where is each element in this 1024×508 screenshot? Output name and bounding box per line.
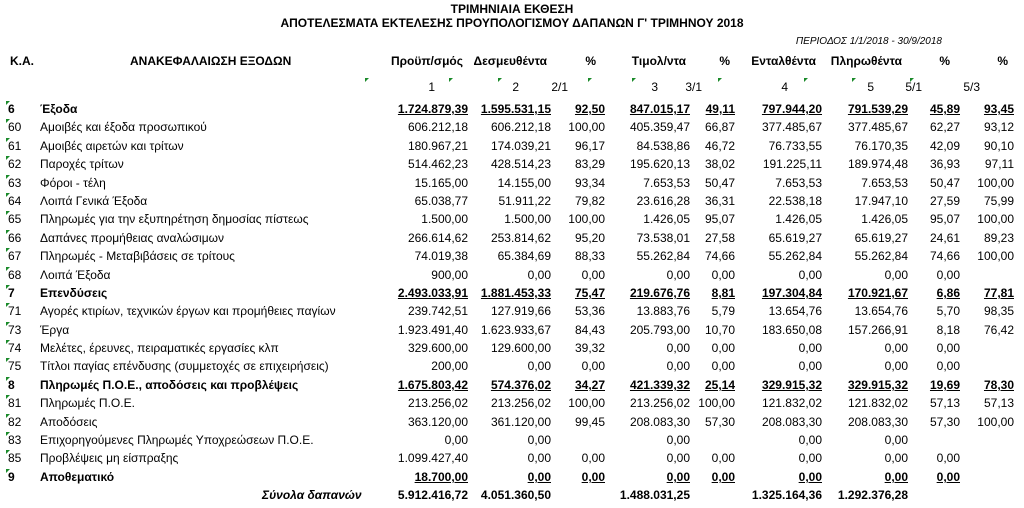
row-value: 8,18 <box>936 322 960 337</box>
period-label: ΠΕΡΙΟΔΟΣ 1/1/2018 - 30/9/2018 <box>795 36 942 47</box>
summary-table <box>0 100 1024 486</box>
row-value: 0,00 <box>798 359 822 374</box>
row-value: 100,00 <box>698 396 735 411</box>
row-value: 23.616,28 <box>636 193 690 208</box>
row-value: 42,09 <box>929 138 960 153</box>
row-value: 5,70 <box>936 304 960 319</box>
column-number: 2 <box>512 80 519 94</box>
row-value: 15.165,00 <box>414 175 468 190</box>
table-row <box>0 100 1024 118</box>
row-value: 93,12 <box>983 120 1014 135</box>
column-number: 3/1 <box>685 80 702 94</box>
row-value: 53,36 <box>574 304 605 319</box>
row-value: 39,32 <box>574 341 605 356</box>
row-value: 50,47 <box>929 175 960 190</box>
row-value: 0,00 <box>936 267 960 282</box>
row-value: 74,66 <box>929 249 960 264</box>
row-value: 57,30 <box>929 414 960 429</box>
row-value: 34,27 <box>574 377 605 392</box>
row-value: 0,00 <box>527 469 551 484</box>
row-value: 0,00 <box>666 451 690 466</box>
row-value: 10,70 <box>704 322 735 337</box>
cell-marker-icon <box>852 78 856 82</box>
row-value: 89,23 <box>983 230 1014 245</box>
row-value: 38,02 <box>704 157 735 172</box>
row-value: 377.485,67 <box>761 120 822 135</box>
row-value: 174.039,21 <box>490 138 551 153</box>
table-row <box>0 431 1024 449</box>
row-value: 77,81 <box>983 285 1014 300</box>
row-value: 0,00 <box>884 267 908 282</box>
row-value: 19,69 <box>929 377 960 392</box>
row-value: 405.359,47 <box>629 120 690 135</box>
row-value: 76.733,55 <box>768 138 822 153</box>
row-value: 361.120,00 <box>490 414 551 429</box>
table-row <box>0 321 1024 339</box>
column-header: Ενταλθέντα <box>751 54 816 68</box>
row-value: 100,00 <box>568 212 605 227</box>
cell-marker-icon <box>632 78 636 82</box>
row-value: 76,42 <box>983 322 1014 337</box>
row-value: 36,31 <box>704 193 735 208</box>
row-code: 74 <box>8 341 22 356</box>
row-value: 208.083,30 <box>629 414 690 429</box>
row-value: 1.426,05 <box>861 212 908 227</box>
row-value: 189.974,48 <box>847 157 908 172</box>
row-code: 67 <box>8 249 22 264</box>
column-header: Προϋπ/σμός <box>390 54 463 68</box>
row-value: 65.619,27 <box>854 230 908 245</box>
row-value: 93,45 <box>983 102 1014 116</box>
table-row <box>0 339 1024 357</box>
totals-value: 4.051.360,50 <box>480 488 551 502</box>
row-value: 428.514,23 <box>490 157 551 172</box>
table-row <box>0 302 1024 320</box>
row-code: 6 <box>8 102 15 116</box>
row-label: Λοιπά Γενικά Έξοδα <box>40 193 148 208</box>
row-value: 93,34 <box>574 175 605 190</box>
report-title: ΤΡΙΜΗΝΙΑΙΑ ΕΚΘΕΣΗ <box>450 2 574 16</box>
row-value: 27,58 <box>704 230 735 245</box>
row-label: Μελέτες, έρευνες, πειραματικές εργασίες κλπ <box>40 341 279 356</box>
column-header: % <box>939 54 950 68</box>
row-label: Πληρωμές για την εξυπηρέτηση δημοσίας πίστεως <box>40 212 309 227</box>
row-value: 0,00 <box>581 469 605 484</box>
row-value: 0,00 <box>936 451 960 466</box>
row-value: 0,00 <box>936 469 960 484</box>
row-value: 208.083,30 <box>847 414 908 429</box>
column-header: Τιμολ/ντα <box>631 54 686 68</box>
row-value: 129.600,00 <box>490 341 551 356</box>
row-value: 100,00 <box>568 120 605 135</box>
row-value: 75,99 <box>983 193 1014 208</box>
table-row <box>0 413 1024 431</box>
row-value: 900,00 <box>431 267 468 282</box>
row-label: Τίτλοι παγίας επένδυσης (συμμετοχές σε επιχειρήσεις) <box>40 359 329 374</box>
row-value: 100,00 <box>977 414 1014 429</box>
row-value: 0,00 <box>581 359 605 374</box>
row-value: 14.155,00 <box>497 175 551 190</box>
row-value: 0,00 <box>666 267 690 282</box>
row-label: Επενδύσεις <box>40 285 108 300</box>
cell-marker-icon <box>718 78 722 82</box>
table-row <box>0 137 1024 155</box>
row-code: 68 <box>8 267 22 282</box>
row-value: 514.462,23 <box>407 157 468 172</box>
row-code: 61 <box>8 138 22 153</box>
row-value: 213.256,02 <box>407 396 468 411</box>
row-value: 57,30 <box>704 414 735 429</box>
row-value: 157.266,91 <box>847 322 908 337</box>
row-value: 0,00 <box>936 359 960 374</box>
table-row <box>0 229 1024 247</box>
row-code: 9 <box>8 469 15 484</box>
column-header: Πληρωθέντα <box>830 54 902 68</box>
totals-value: 1.488.031,25 <box>619 488 690 502</box>
row-value: 213.256,02 <box>490 396 551 411</box>
row-code: 65 <box>8 212 22 227</box>
row-value: 84,43 <box>574 322 605 337</box>
row-label: Πληρωμές Π.Ο.Ε. <box>40 396 135 411</box>
table-row <box>0 394 1024 412</box>
row-code: 60 <box>8 120 22 135</box>
row-value: 83,29 <box>574 157 605 172</box>
row-value: 0,00 <box>666 341 690 356</box>
table-row <box>0 210 1024 228</box>
row-value: 791.539,29 <box>847 102 908 116</box>
row-value: 170.921,67 <box>847 285 908 300</box>
row-value: 797.944,20 <box>761 102 822 116</box>
row-value: 1.099.427,40 <box>397 451 468 466</box>
row-code: 81 <box>8 396 22 411</box>
row-value: 55.262,84 <box>768 249 822 264</box>
row-value: 0,00 <box>444 433 468 448</box>
row-value: 50,47 <box>704 175 735 190</box>
row-label: Έξοδα <box>40 102 78 116</box>
column-number: 5/3 <box>963 80 980 94</box>
row-label: Παροχές τρίτων <box>40 157 124 172</box>
row-value: 421.339,32 <box>629 377 690 392</box>
row-value: 78,30 <box>983 377 1014 392</box>
cell-marker-icon <box>498 78 502 82</box>
row-value: 1.426,05 <box>643 212 690 227</box>
column-number: 5 <box>867 80 874 94</box>
row-label: Αγορές κτιρίων, τεχνικών έργων και προμήθειες παγίων <box>40 304 336 319</box>
table-row <box>0 284 1024 302</box>
row-value: 7.653,53 <box>775 175 822 190</box>
column-header: % <box>997 54 1008 68</box>
row-value: 266.614,62 <box>407 230 468 245</box>
row-label: Φόροι - τέλη <box>40 175 106 190</box>
row-value: 0,00 <box>581 267 605 282</box>
row-value: 99,45 <box>574 414 605 429</box>
row-value: 57,13 <box>983 396 1014 411</box>
row-value: 847.015,17 <box>629 102 690 116</box>
row-value: 90,10 <box>983 138 1014 153</box>
row-value: 74.019,38 <box>414 249 468 264</box>
row-value: 239.742,51 <box>407 304 468 319</box>
row-value: 62,27 <box>929 120 960 135</box>
row-value: 1.623.933,67 <box>480 322 551 337</box>
row-value: 51.911,22 <box>498 193 551 208</box>
cell-marker-icon <box>910 78 914 82</box>
row-value: 0,00 <box>884 433 908 448</box>
row-value: 0,00 <box>666 469 690 484</box>
row-code: 83 <box>8 433 22 448</box>
row-value: 76.170,35 <box>854 138 908 153</box>
row-value: 1.426,05 <box>775 212 822 227</box>
table-row <box>0 468 1024 486</box>
row-value: 191.225,11 <box>762 157 822 172</box>
table-row <box>0 174 1024 192</box>
row-value: 329.915,32 <box>761 377 822 392</box>
row-value: 205.793,00 <box>629 322 690 337</box>
row-value: 92,50 <box>574 102 605 116</box>
totals-value: 1.325.164,36 <box>751 488 822 502</box>
row-code: 62 <box>8 157 22 172</box>
row-label: Αποδόσεις <box>40 414 98 429</box>
row-code: 75 <box>8 359 22 374</box>
totals-label: Σύνολα δαπανών <box>262 488 362 502</box>
table-row <box>0 357 1024 375</box>
row-value: 0,00 <box>884 341 908 356</box>
row-value: 121.832,02 <box>847 396 908 411</box>
cell-marker-icon <box>365 78 369 82</box>
row-value: 213.256,02 <box>629 396 690 411</box>
row-value: 1.500,00 <box>421 212 468 227</box>
row-value: 121.832,02 <box>761 396 822 411</box>
row-value: 0,00 <box>711 451 735 466</box>
row-value: 2.493.033,91 <box>397 285 468 300</box>
row-code: 82 <box>8 414 22 429</box>
row-label: Πληρωμές - Μεταβιβάσεις σε τρίτους <box>40 249 235 264</box>
row-value: 1.923.491,40 <box>397 322 468 337</box>
column-number: 3 <box>651 80 658 94</box>
row-value: 55.262,84 <box>854 249 908 264</box>
row-value: 100,00 <box>977 175 1014 190</box>
header-ka: Κ.Α. <box>10 54 34 68</box>
row-value: 25,14 <box>704 377 735 392</box>
row-value: 0,00 <box>666 359 690 374</box>
row-value: 0,00 <box>666 433 690 448</box>
table-row <box>0 192 1024 210</box>
row-value: 66,87 <box>704 120 735 135</box>
row-value: 606.212,18 <box>490 120 551 135</box>
cell-marker-icon <box>588 78 592 82</box>
row-code: 73 <box>8 322 22 337</box>
row-value: 195.620,13 <box>629 157 690 172</box>
row-label: Προβλέψεις μη είσπραξης <box>40 451 179 466</box>
row-value: 1.881.453,33 <box>480 285 551 300</box>
row-value: 17.947,10 <box>854 193 908 208</box>
row-value: 0,00 <box>884 359 908 374</box>
row-value: 0,00 <box>711 341 735 356</box>
row-value: 79,82 <box>574 193 605 208</box>
row-value: 55.262,84 <box>636 249 690 264</box>
column-number: 5/1 <box>905 80 922 94</box>
row-code: 7 <box>8 285 15 300</box>
row-value: 0,00 <box>527 267 551 282</box>
row-value: 65.619,27 <box>768 230 822 245</box>
row-value: 0,00 <box>798 267 822 282</box>
row-value: 0,00 <box>798 341 822 356</box>
row-value: 329.915,32 <box>847 377 908 392</box>
row-value: 7.653,53 <box>643 175 690 190</box>
row-value: 0,00 <box>527 359 551 374</box>
row-value: 95,07 <box>704 212 735 227</box>
row-value: 0,00 <box>711 469 735 484</box>
row-value: 88,33 <box>574 249 605 264</box>
row-value: 180.967,21 <box>407 138 468 153</box>
row-value: 65.384,69 <box>497 249 551 264</box>
row-value: 95,07 <box>929 212 960 227</box>
row-value: 0,00 <box>884 451 908 466</box>
row-value: 363.120,00 <box>407 414 468 429</box>
row-code: 66 <box>8 230 22 245</box>
row-value: 97,11 <box>984 157 1014 172</box>
row-value: 98,35 <box>983 304 1014 319</box>
row-value: 24,61 <box>929 230 960 245</box>
row-value: 13.883,76 <box>636 304 690 319</box>
row-value: 127.919,66 <box>490 304 551 319</box>
row-value: 5,79 <box>711 304 735 319</box>
row-value: 574.376,02 <box>490 377 551 392</box>
row-value: 1.675.803,42 <box>397 377 468 392</box>
row-value: 8,81 <box>711 285 735 300</box>
row-value: 13.654,76 <box>768 304 822 319</box>
row-value: 100,00 <box>977 249 1014 264</box>
row-value: 65.038,77 <box>414 193 468 208</box>
row-value: 84.538,86 <box>636 138 690 153</box>
row-code: 8 <box>8 377 15 392</box>
row-label: Δαπάνες προμήθειας αναλώσιμων <box>40 230 224 245</box>
row-value: 18.700,00 <box>414 469 468 484</box>
row-value: 0,00 <box>798 451 822 466</box>
column-number: 2/1 <box>551 80 568 94</box>
row-value: 74,66 <box>704 249 735 264</box>
row-value: 0,00 <box>884 469 908 484</box>
row-code: 71 <box>8 304 22 319</box>
cell-marker-icon <box>804 78 808 82</box>
column-number: 4 <box>781 80 788 94</box>
row-value: 0,00 <box>798 433 822 448</box>
row-label: Λοιπά Έξοδα <box>40 267 111 282</box>
row-value: 253.814,62 <box>490 230 551 245</box>
report-subtitle: ΑΠΟΤΕΛΕΣΜΑΤΑ ΕΚΤΕΛΕΣΗΣ ΠΡΟΥΠΟΛΟΓΙΣΜΟΥ ΔΑΠΑΝΩΝ Γ' ΤΡΙΜΗΝΟΥ 2018 <box>280 16 744 30</box>
row-code: 63 <box>8 175 22 190</box>
row-value: 200,00 <box>431 359 468 374</box>
row-label: Αποθεματικό <box>40 469 115 484</box>
table-row <box>0 155 1024 173</box>
row-value: 1.724.879,39 <box>397 102 468 116</box>
column-header: % <box>585 54 596 68</box>
row-label: Επιχορηγούμενες Πληρωμές Υποχρεώσεων Π.Ο.Ε. <box>40 433 314 448</box>
row-value: 36,93 <box>929 157 960 172</box>
row-label: Έργα <box>40 322 70 337</box>
cell-marker-icon <box>449 78 453 82</box>
row-value: 73.538,01 <box>636 230 690 245</box>
row-value: 0,00 <box>711 359 735 374</box>
row-value: 100,00 <box>977 212 1014 227</box>
row-value: 27,59 <box>929 193 960 208</box>
row-value: 75,47 <box>574 285 605 300</box>
row-code: 64 <box>8 193 22 208</box>
row-value: 1.595.531,15 <box>480 102 551 116</box>
table-row <box>0 118 1024 136</box>
row-value: 0,00 <box>581 451 605 466</box>
row-value: 219.676,76 <box>629 285 690 300</box>
row-value: 0,00 <box>527 433 551 448</box>
row-value: 22.538,18 <box>768 193 822 208</box>
row-value: 329.600,00 <box>407 341 468 356</box>
row-value: 1.500,00 <box>504 212 551 227</box>
row-label: Πληρωμές Π.Ο.Ε., αποδόσεις και προβλέψεις <box>40 377 299 392</box>
row-value: 96,17 <box>574 138 605 153</box>
row-label: Αμοιβές αιρετών και τρίτων <box>40 138 184 153</box>
row-value: 0,00 <box>711 267 735 282</box>
header-label: ΑΝΑΚΕΦΑΛΑΙΩΣΗ ΕΞΟΔΩΝ <box>130 54 292 68</box>
row-value: 606.212,18 <box>407 120 468 135</box>
table-row <box>0 266 1024 284</box>
row-value: 57,13 <box>929 396 960 411</box>
row-code: 85 <box>8 451 22 466</box>
row-value: 13.654,76 <box>854 304 908 319</box>
row-value: 7.653,53 <box>861 175 908 190</box>
row-value: 46,72 <box>704 138 735 153</box>
row-value: 0,00 <box>527 451 551 466</box>
row-value: 0,00 <box>798 469 822 484</box>
column-number: 1 <box>428 80 435 94</box>
row-value: 0,00 <box>936 341 960 356</box>
table-row <box>0 247 1024 265</box>
table-row <box>0 376 1024 394</box>
row-value: 45,89 <box>929 102 960 116</box>
column-header: Δεσμευθέντα <box>473 54 547 68</box>
row-value: 49,11 <box>705 102 735 116</box>
totals-value: 5.912.416,72 <box>397 488 468 502</box>
row-value: 100,00 <box>568 396 605 411</box>
row-value: 377.485,67 <box>847 120 908 135</box>
row-value: 95,20 <box>574 230 605 245</box>
row-value: 183.650,08 <box>761 322 822 337</box>
totals-value: 1.292.376,28 <box>837 488 908 502</box>
row-value: 197.304,84 <box>761 285 822 300</box>
table-row <box>0 449 1024 467</box>
column-header: % <box>719 54 730 68</box>
row-label: Αμοιβές και έξοδα προσωπικού <box>40 120 207 135</box>
row-value: 6,86 <box>936 285 960 300</box>
row-value: 208.083,30 <box>761 414 822 429</box>
